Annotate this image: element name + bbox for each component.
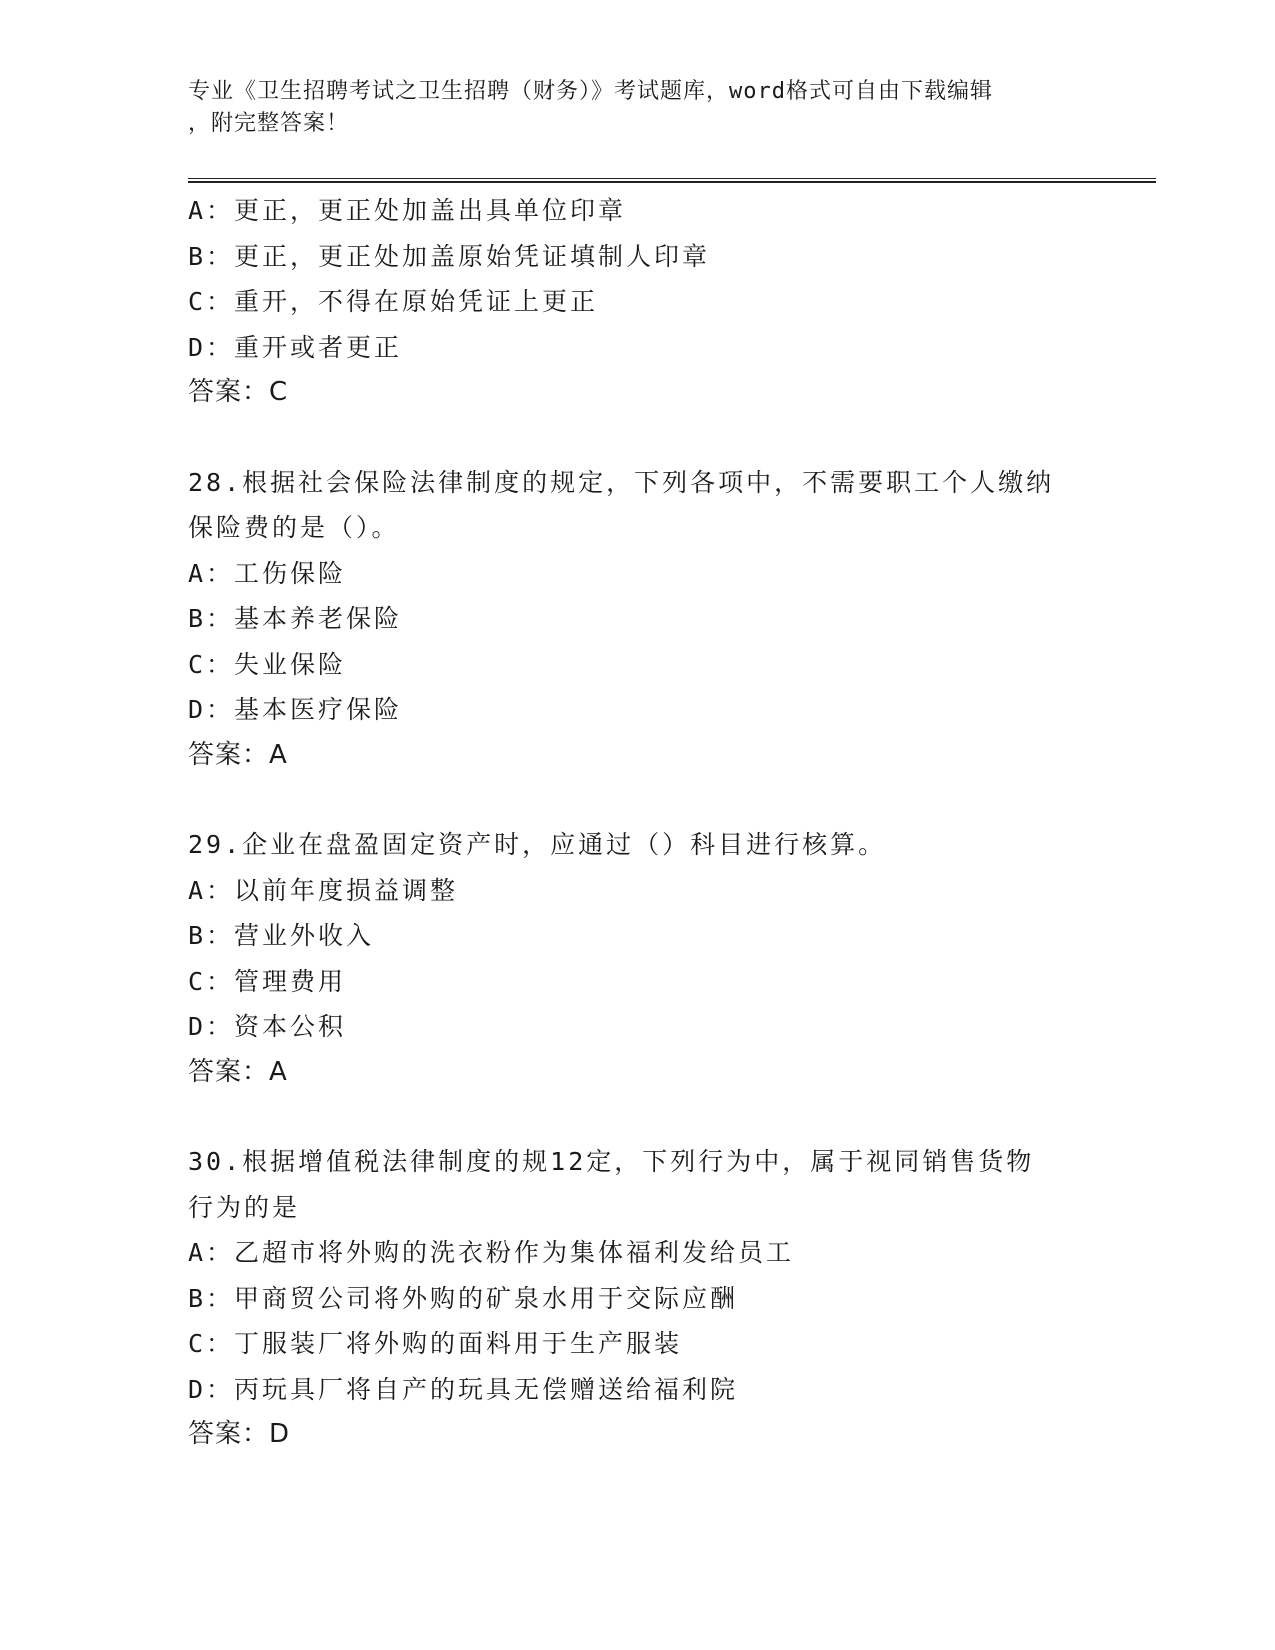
option-a: A：工伤保险 [188, 558, 347, 588]
option-b: B：营业外收入 [188, 921, 375, 950]
question-30 [188, 1139, 1088, 1458]
option-a: A：乙超市将外购的洗衣粉作为集体福利发给员工 [188, 1238, 795, 1267]
option-c: C：丁服装厂将外购的面料用于生产服装 [188, 1329, 683, 1358]
answer: 答案：A [188, 739, 288, 770]
question-stem-continued: 行为的是 [188, 1192, 301, 1222]
spacer [188, 416, 1088, 460]
question-28 [188, 460, 1088, 779]
spacer [188, 1095, 1088, 1139]
document-header [188, 76, 1068, 140]
option-c: C：失业保险 [188, 649, 347, 679]
answer: 答案：A [188, 1056, 288, 1087]
option-d: D：重开或者更正 [188, 332, 403, 362]
option-b: B：甲商贸公司将外购的矿泉水用于交际应酬 [188, 1283, 739, 1313]
question-27 [188, 188, 1088, 416]
option-d: D：基本医疗保险 [188, 695, 403, 724]
option-d: D：丙玩具厂将自产的玩具无偿赠送给福利院 [188, 1374, 739, 1404]
question-stem-continued: 保险费的是（）。 [188, 513, 400, 542]
question-stem: 28.根据社会保险法律制度的规定，下列各项中，不需要职工个人缴纳 [188, 467, 1055, 497]
question-stem: 29.企业在盘盈固定资产时，应通过（）科目进行核算。 [188, 830, 887, 859]
document-body [188, 188, 1088, 1458]
question-29 [188, 822, 1088, 1095]
spacer [188, 778, 1088, 822]
option-a: A：以前年度损益调整 [188, 875, 459, 905]
answer: 答案：D [188, 1419, 291, 1449]
header-divider [188, 178, 1156, 183]
header-line-1: 专业《卫生招聘考试之卫生招聘（财务）》考试题库，word格式可自由下载编辑 [188, 79, 993, 104]
option-c: C：重开，不得在原始凭证上更正 [188, 287, 599, 316]
header-line-2: ，附完整答案！ [188, 111, 350, 136]
answer: 答案：C [188, 377, 289, 407]
option-c: C：管理费用 [188, 966, 347, 996]
option-d: D：资本公积 [188, 1012, 347, 1041]
option-a: A：更正，更正处加盖出具单位印章 [188, 196, 627, 225]
option-b: B：更正，更正处加盖原始凭证填制人印章 [188, 241, 711, 271]
option-b: B：基本养老保险 [188, 604, 403, 633]
question-stem: 30.根据增值税法律制度的规12定，下列行为中，属于视同销售货物 [188, 1147, 1035, 1176]
